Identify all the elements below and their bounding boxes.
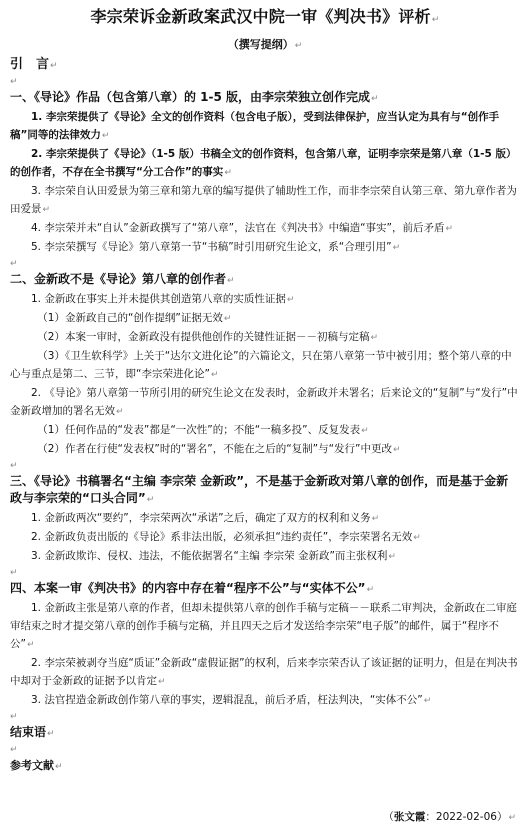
section-item-text: （2）作者在行使“发表权”时的“署名”，不能在之后的“复制”与“发行”中更改: [37, 443, 392, 455]
section-item: [10, 599, 520, 654]
empty-line: ↵: [10, 745, 18, 755]
section-item-text: 3. 金新政欺诈、侵权、违法，不能依据署名“主编 李宗荣 金新政”而主张权利: [31, 550, 388, 562]
section-item-text: 3. 李宗荣自认田爱景为第三章和第九章的编写提供了辅助性工作，而非李宗荣自认第三章、第九章作者为田爱景: [10, 185, 517, 215]
empty-line: ↵: [10, 712, 18, 722]
document-page: [0, 6, 530, 829]
paragraph-mark-icon: ↵: [366, 585, 375, 595]
paragraph-mark-icon: ↵: [392, 243, 401, 253]
paragraph-mark-icon: ↵: [294, 41, 303, 51]
section-heading: [10, 271, 520, 290]
section-item: [10, 108, 520, 145]
section-item-text: 1. 李宗荣提供了《导论》全文的创作资料（包含电子版），受到法律保护，应当认定为具有与“创作手稿”同等的法律效力: [10, 111, 500, 141]
paragraph-mark-icon: ↵: [371, 514, 380, 524]
section-item: [10, 145, 520, 182]
section-item: [10, 384, 520, 421]
signature-date: 2022-02-06: [435, 811, 497, 823]
paragraph-mark-icon: ↵: [393, 445, 401, 455]
document-subtitle: [10, 37, 520, 54]
subtitle-text: （撰写提纲）: [227, 38, 294, 51]
paragraph-mark-icon: ↵: [413, 533, 421, 543]
sections-container: [10, 89, 520, 710]
section-heading-text: 四、本案一审《判决书》的内容中存在着“程序不公”与“实体不公”: [10, 581, 366, 595]
paragraph-mark-icon: ↵: [116, 407, 124, 417]
section-item-text: 1. 金新政两次“要约”，李宗荣两次“承诺”之后，确定了双方的权利和义务: [31, 512, 371, 524]
section-item-text: 5. 李宗荣撰写《导论》第八章第一节“书稿”时引用研究生论文，系“合理引用”: [31, 241, 392, 253]
paragraph-mark-icon: ↵: [26, 640, 35, 650]
empty-line: ↵: [10, 259, 18, 269]
section-item: [10, 421, 520, 440]
section-item-text: 4. 李宗荣并未“自认”金新政撰写了“第八章”，法官在《判决书》中编造“事实”，前后矛盾: [31, 222, 445, 234]
section-heading: [10, 89, 520, 108]
section-item-text: （1）任何作品的“发表”都是“一次性”的；不能“一稿多投”、反复发表: [37, 424, 361, 436]
references-heading-text: 参考文献: [10, 759, 54, 772]
section-item-text: （1）金新政自己的“创作提纲”证据无效: [37, 312, 223, 324]
conclusion-heading-text: 结束语: [10, 725, 47, 739]
document-title: [10, 6, 520, 31]
intro-heading-text: 引 言: [10, 57, 50, 72]
section-heading: [10, 473, 520, 509]
paragraph-mark-icon: ↵: [370, 333, 379, 343]
section-item: [10, 440, 520, 459]
paragraph-mark-icon: ↵: [227, 276, 235, 286]
section-item: [10, 309, 520, 328]
section-item: [10, 182, 520, 219]
empty-line: ↵: [10, 461, 18, 471]
section-item-text: 2. 金新政负责出版的《导论》系非法出版，必须承担“违约责任”，李宗荣署名无效: [31, 531, 413, 543]
conclusion-heading: [10, 724, 520, 743]
section-heading-text: 三、《导论》书稿署名“主编 李宗荣 金新政”，不是基于金新政对第八章的创作，而是基于金新政与李宗荣的“口头合同”: [10, 474, 509, 505]
paragraph-mark-icon: ↵: [146, 495, 155, 505]
paragraph-mark-icon: ↵: [423, 696, 432, 706]
section-item: [10, 654, 520, 691]
paragraph-mark-icon: ↵: [361, 426, 369, 436]
references-heading: [10, 757, 520, 776]
section-item: [10, 328, 520, 347]
paragraph-mark-icon: ↵: [286, 295, 295, 305]
section-item: [10, 238, 520, 257]
paragraph-mark-icon: ↵: [388, 552, 396, 562]
paragraph-mark-icon: ↵: [50, 61, 58, 71]
section-item: [10, 509, 520, 528]
section-item-text: 2. 李宗荣被剥夺当庭“质证”金新政“虚假证据”的权利，后来李宗荣否认了该证据的证明力，但是在判决书中却对于金新政的证据予以肯定: [10, 657, 518, 687]
section-heading-text: 二、金新政不是《导论》第八章的创作者: [10, 272, 227, 286]
paragraph-mark-icon: ↵: [431, 15, 440, 25]
paragraph-mark-icon: ↵: [158, 677, 166, 687]
paragraph-mark-icon: ↵: [371, 94, 379, 104]
section-item-text: 2. 李宗荣提供了《导论》（1-5 版）书稿全文的创作资料，包含第八章，证明李宗荣是第八章（1-5 版）的创作者，不存在全书撰写“分工合作”的事实: [10, 148, 517, 178]
signature-line: （张文霞：2022-02-06）↵: [383, 811, 516, 823]
section-item-text: （2）本案一审时，金新政没有提供他创作的关键性证据－－初稿与定稿: [37, 331, 370, 343]
section-item-text: 1. 金新政主张是第八章的作者，但却未提供第八章的创作手稿与定稿－－联系二审判决，金新政在二审庭审结束之时才提交第八章的创作手稿与定稿，并且四天之后才发送给李宗荣“电子版”的邮件，属于“程序不公”: [10, 602, 517, 650]
section-heading: [10, 580, 520, 599]
title-text: 李宗荣诉金新政案武汉中院一审《判决书》评析: [90, 7, 431, 26]
signature-author: 张文霞: [393, 811, 426, 823]
section-item: [10, 347, 520, 384]
section-item-text: 2. 《导论》第八章第一节所引用的研究生论文在发表时，金新政并未署名；后来论文的“复制”与“发行”中金新政增加的署名无效: [10, 387, 518, 417]
section-item: [10, 547, 520, 566]
section-item: [10, 691, 520, 710]
empty-line: ↵: [10, 77, 18, 87]
section-heading-text: 一、《导论》作品（包含第八章）的 1-5 版，由李宗荣独立创作完成: [10, 90, 371, 104]
paragraph-mark-icon: ↵: [508, 813, 516, 823]
intro-heading: [10, 56, 520, 75]
section-item-text: （3）《卫生软科学》上关于“达尔文进化论”的六篇论文，只在第八章第一节中被引用；整个第八章的中心与重点是第二、三节，即“李宗荣进化论”: [10, 350, 512, 380]
paragraph-mark-icon: ↵: [55, 762, 63, 772]
empty-line: ↵: [10, 568, 18, 578]
paragraph-mark-icon: ↵: [101, 131, 110, 141]
section-item-text: 3. 法官捏造金新政创作第八章的事实，逻辑混乱，前后矛盾，枉法判决，“实体不公”: [31, 694, 423, 706]
section-item-text: 1. 金新政在事实上并未提供其创造第八章的实质性证据: [31, 293, 286, 305]
paragraph-mark-icon: ↵: [445, 224, 454, 234]
section-item: [10, 528, 520, 547]
section-item: [10, 290, 520, 309]
paragraph-mark-icon: ↵: [47, 729, 55, 739]
paragraph-mark-icon: ↵: [42, 205, 51, 215]
section-item: [10, 219, 520, 238]
paragraph-mark-icon: ↵: [223, 314, 232, 324]
paragraph-mark-icon: ↵: [224, 168, 232, 178]
paragraph-mark-icon: ↵: [210, 370, 219, 380]
